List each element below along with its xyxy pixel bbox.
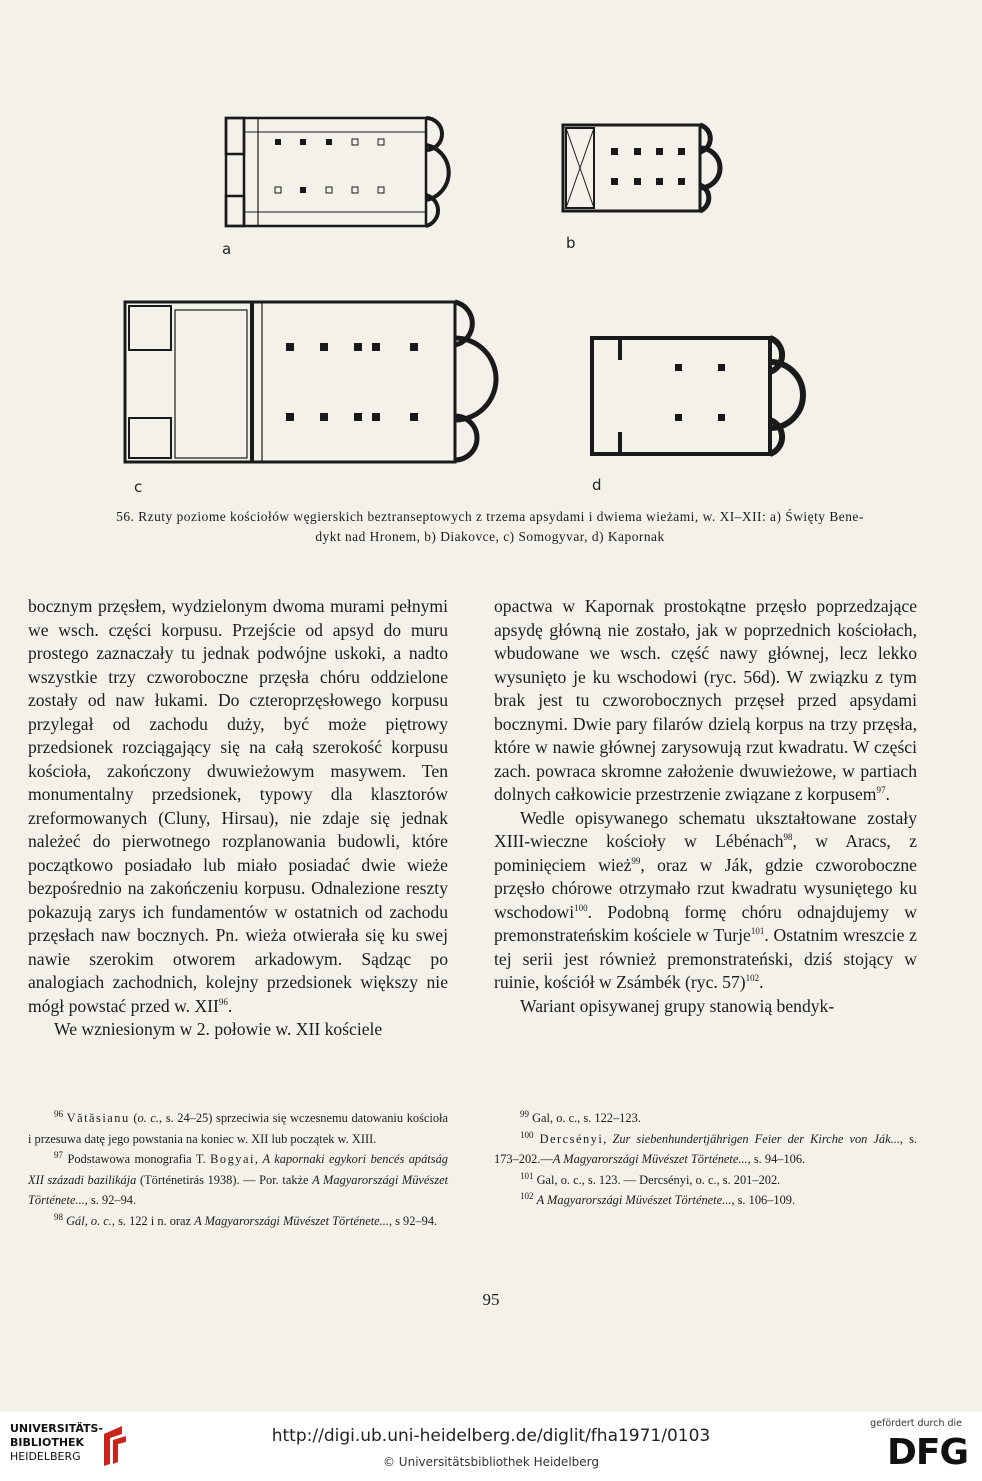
library-line-2: BIBLIOTHEK: [10, 1436, 85, 1449]
footnote-number: 101: [520, 1170, 534, 1181]
right-p2-b: , w Aracs, z pominięciem wież: [494, 831, 917, 875]
copyright-notice: © Universitätsbibliothek Heidelberg: [382, 1455, 599, 1469]
right-p2-e: . Ostatnim wreszcie z tej serii jest również premonstrateński, dziś stojący w ruinie, kościół w Zsámbék (ryc. 57): [494, 925, 917, 992]
footnote-97: $^{97}$ Podstawowa monografia T. Bogyai, A kapornaki egykori bencés apátság XII századi bazilikája (Történetirás 1938). — Por. także A Magyarországi Müvészet Története..., s. 92–94.: [28, 1149, 449, 1207]
left-p1-end: .: [227, 995, 233, 1016]
right-p2-d: . Podobną formę chóru odnajdujemy w premonstrateńskim kościele w Turje: [494, 901, 917, 945]
plan-a-piers: [275, 139, 384, 193]
left-paragraph-2: We wzniesionym w 2. połowie w. XII kościele: [54, 1019, 383, 1039]
footnote-number: 97: [54, 1149, 63, 1160]
footnotes-left: [28, 1108, 448, 1231]
right-paragraph-2: [494, 807, 917, 995]
permalink-url[interactable]: http://digi.ub.uni-heidelberg.de/diglit/fha1971/0103: [271, 1426, 711, 1446]
right-column: [494, 595, 917, 1018]
right-paragraph-1: [494, 595, 917, 807]
library-line-1: UNIVERSITÄTS-: [10, 1422, 104, 1435]
dfg-logo[interactable]: DFG: [886, 1432, 968, 1473]
plan-b-piers: [611, 148, 685, 185]
floor-plan-b: [563, 125, 720, 211]
right-p1-end: .: [885, 784, 890, 804]
left-p1-text: bocznym przęsłem, wydzielonym dwoma murami pełnymi we wsch. części korpusu. Przejście od apsyd do muru prostego zaznaczały tu jednak podwójne uskoki, a nadto wszystkie trzy czworoboczne przęsła chóru oddzielone zostały od naw łukami. Do czteroprzęsłowego korpusu przylegał od zachodu duży, być może piętrowy przedsionek rozciągający się na całą szerokość korpusu kościoła, zakończony dwuwieżowym masywem. Ten monumentalny przedsionek, typowy dla klasztorów zreformowanych (Cluny, Hirsau), nie zdaje się jednak należeć do pierwotnego rozplanowania budowli, które początkowo posiadało lub miało posiadać dwie wieże bezpośrednio na zakończeniu korpusu. Odnalezione reszty pokazują zarys ich fundamentów w ostatnich od zachodu przęsłach naw bocznych. Pn. wieża otwierała się ku swej nawie szerokim otworem arkadowym. Sądząc po analogiach zachodnich, kolejny przedsionek większy nie mógł powstać przed w. XII: [28, 596, 448, 1016]
footnote-ref-98[interactable]: 98: [783, 832, 793, 843]
footnote-ref-102[interactable]: 102: [745, 973, 760, 984]
footnote-text: Podstawowa monografia T.: [67, 1152, 211, 1166]
figure-label-c: c: [134, 478, 143, 496]
footnote-number: 100: [520, 1129, 534, 1140]
footer-bar: [0, 1412, 982, 1481]
right-paragraph-3: Wariant opisywanej grupy stanowią bendyk-: [520, 995, 835, 1016]
footnote-ref-97[interactable]: 97: [876, 785, 886, 796]
floor-plan-a: [226, 118, 449, 226]
page-number: 95: [482, 1290, 500, 1309]
footnote-101: [494, 1170, 917, 1191]
footnote-text: (Történetirás 1938). — Por. także: [136, 1172, 313, 1187]
funding-label: gefördert durch die: [870, 1418, 962, 1429]
plan-d-piers: [675, 364, 725, 421]
figure-label-b: b: [566, 234, 576, 252]
footnote-title: A Magyarországi Müvészet Története...: [28, 1172, 449, 1207]
footnote-ref-100[interactable]: 100: [574, 902, 588, 913]
footnote-number: 99: [520, 1108, 529, 1119]
footnote-ref-101[interactable]: 101: [750, 926, 765, 937]
figure-floor-plans: [0, 0, 982, 500]
footnote-ref-96[interactable]: 96: [218, 996, 228, 1007]
footnote-text: , s. 106–109.: [731, 1193, 796, 1207]
figure-caption: [28, 507, 952, 547]
right-p1-text: opactwa w Kapornak prostokątne przęsło poprzedzające apsydę główną nie zostało, jak w poprzednich kościołach, wbudowane we wsch. część nawy głównej, lecz lekko wysunięto je ku wschodowi (ryc. 56d). W związku z tym brak jest tu czworobocznych przęseł przed apsydami bocznymi. Dwie pary filarów dzielą korpus na trzy przęsła, które w nawie głównej zarysowują rzut kwadratu. W części zach. powraca skromne założenie dwuwieżowe, w partiach dolnych całkowicie przestrzenie związane z korpusem: [494, 596, 917, 804]
footnote-96: $^{96}$ Vătăsianu (o. c., s. 24–25) sprzeciwia się wczesnemu datowaniu kościoła i przesuwa datę jego powstania na koniec w. XII lub początek w. XIII.: [28, 1108, 448, 1146]
footnote-title: A Magyarországi Müvészet Története...: [552, 1152, 748, 1166]
footnote-text: , s. 122 i n. oraz: [111, 1213, 195, 1228]
footnote-author: Dercsényi: [539, 1131, 604, 1146]
footnote-text: Gal, o. c., s. 122–123.: [532, 1111, 641, 1125]
left-column: [28, 595, 448, 1042]
footnote-citation: o. c.: [137, 1111, 159, 1125]
footnote-98: [28, 1211, 448, 1232]
library-line-3: HEIDELBERG: [10, 1450, 81, 1463]
footnote-100: $^{100}$ Dercsényi, Zur siebenhundertjährigen Feier der Kirche von Ják..., s. 173–202.—A Magyarországi Müvészet Története..., s. 94–106.: [494, 1129, 917, 1166]
right-p2-c: , oraz w Ják, gdzie czworoboczne przęsło chórowe otrzymało rzut kwadratu wysuniętego ku wschodowi: [494, 854, 917, 922]
footnote-text: , s. 94–106.: [747, 1152, 806, 1166]
footnote-text: , s. 92–94.: [84, 1193, 137, 1207]
caption-line-1: 56. Rzuty poziome kościołów węgierskich beztranseptowych z trzema apsydami i dwiema wieżami, w. XI–XII: a) Święty Bene-: [116, 509, 864, 524]
footnote-title: A kapornaki egykori bencés apátság XII századi bazilikája: [28, 1152, 448, 1187]
footnote-99: [494, 1108, 917, 1129]
footnote-text: Gal, o. c., s. 123. — Dercsényi, o. c., s. 201–202.: [536, 1172, 781, 1187]
footnotes-right: [494, 1108, 917, 1211]
footnote-text: , s. 24–25) sprzeciwia się wczesnemu datowaniu kościoła i przesuwa datę jego powstania na koniec w. XII lub początek w. XIII.: [28, 1111, 448, 1146]
floor-plan-d: [592, 338, 803, 454]
footnote-author: Vătăsianu: [66, 1111, 130, 1125]
footnote-number: 102: [520, 1190, 534, 1201]
footnote-number: 98: [54, 1211, 63, 1222]
left-paragraph-1: [28, 595, 448, 1018]
footnote-title: Zur siebenhundertjährigen Feier der Kirche von Ják...: [612, 1131, 900, 1146]
footnote-102: [494, 1190, 917, 1211]
footnote-text: , s 92–94.: [388, 1213, 438, 1228]
caption-line-2: dykt nad Hronem, b) Diakovce, c) Somogyvar, d) Kapornak: [315, 529, 665, 544]
floor-plan-c: [125, 302, 496, 462]
footnote-title: A Magyarországi Müvészet Története...: [194, 1213, 389, 1228]
footnote-citation: Gál, o. c.: [66, 1213, 112, 1228]
figure-label-d: d: [592, 476, 602, 494]
footnote-author: Bogyai: [210, 1152, 255, 1166]
right-p2-a: Wedle opisywanego schematu ukształtowane zostały XIII-wieczne kościoły w Lébénach: [494, 807, 917, 851]
footnote-ref-99[interactable]: 99: [631, 855, 641, 866]
footnote-text: , s. 173–202.—: [494, 1131, 917, 1166]
figure-label-a: a: [222, 240, 232, 258]
footnote-title: A Magyarországi Müvészet Története...: [536, 1193, 732, 1207]
footnote-number: 96: [54, 1108, 63, 1119]
plan-c-piers: [286, 343, 418, 421]
right-p2-f: .: [759, 972, 764, 992]
